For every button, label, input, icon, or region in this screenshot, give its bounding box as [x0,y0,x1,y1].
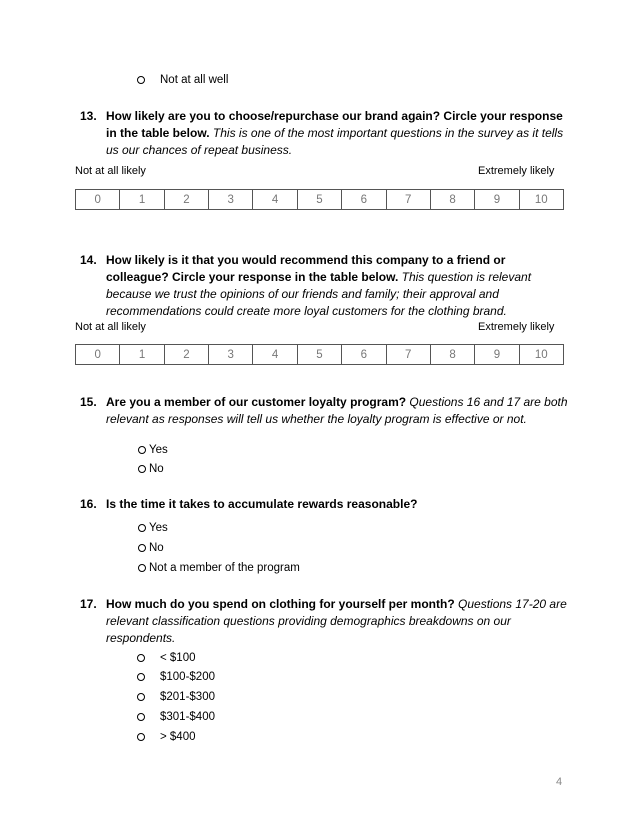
q13-scale-1[interactable]: 1 [120,190,164,210]
radio-not-at-all-well[interactable] [137,76,145,84]
q14-scale-1[interactable]: 1 [120,345,164,365]
question-17-note: Questions 17-20 are relevant classification questions providing demographics breakdowns on our respondents. [106,597,567,645]
question-17-text: How much do you spend on clothing for yourself per month? [106,597,455,611]
radio-q17-under-100[interactable] [137,654,145,662]
q13-scale-7[interactable]: 7 [386,190,430,210]
radio-q16-not-member[interactable] [138,564,146,572]
q14-scale-0[interactable]: 0 [76,345,120,365]
q17-option-100-200: $100-$200 [160,671,215,683]
q13-scale-left-label: Not at all likely [75,165,146,177]
q15-option-no: No [149,463,164,475]
radio-q16-yes[interactable] [138,524,146,532]
q14-scale-2[interactable]: 2 [164,345,208,365]
q13-scale-5[interactable]: 5 [297,190,341,210]
question-15-note: Questions 16 and 17 are both relevant as responses will tell us whether the loyalty program is effective or not. [106,395,568,426]
q14-scale-table [75,344,564,365]
q13-scale-right-label: Extremely likely [478,165,555,177]
question-13-note: This is one of the most important questions in the survey as it tells us our chances of repeat business. [106,126,564,157]
question-13-text: How likely are you to choose/repurchase our brand again? Circle your response in the table below. [106,109,563,140]
radio-q16-no[interactable] [138,544,146,552]
option-label-not-at-all-well: Not at all well [160,74,229,86]
question-14-number: 14. [80,253,97,267]
q14-scale-left-label: Not at all likely [75,321,146,333]
question-17-number: 17. [80,597,97,611]
q14-scale-10[interactable]: 10 [519,345,563,365]
question-14-text: How likely is it that you would recommend this company to a friend or colleague? Circle your response in the table below. [106,253,506,284]
q14-scale-6[interactable]: 6 [342,345,386,365]
q16-option-no: No [149,542,164,554]
radio-q17-100-200[interactable] [137,673,145,681]
question-17 [80,596,570,647]
q14-scale-8[interactable]: 8 [430,345,474,365]
q13-scale-0[interactable]: 0 [76,190,120,210]
q14-scale-9[interactable]: 9 [475,345,519,365]
q14-scale-right-label: Extremely likely [478,321,555,333]
q17-option-301-400: $301-$400 [160,711,215,723]
q15-option-yes: Yes [149,444,168,456]
radio-q17-301-400[interactable] [137,713,145,721]
q13-scale-table [75,189,564,210]
radio-q15-no[interactable] [138,465,146,473]
q13-scale-8[interactable]: 8 [430,190,474,210]
question-15-number: 15. [80,395,97,409]
q13-scale-3[interactable]: 3 [209,190,253,210]
question-15-text: Are you a member of our customer loyalty program? [106,395,407,409]
q17-option-under-100: < $100 [160,652,196,664]
q13-scale-9[interactable]: 9 [475,190,519,210]
question-14-note: This question is relevant because we trust the opinions of our friends and family; their approval and recommendations could create more loyal customers for the clothing brand. [106,270,532,318]
question-16-number: 16. [80,497,97,511]
q17-option-over-400: > $400 [160,731,196,743]
q13-scale-4[interactable]: 4 [253,190,297,210]
page-number: 4 [556,776,563,788]
radio-q17-over-400[interactable] [137,733,145,741]
q14-scale-7[interactable]: 7 [386,345,430,365]
q13-scale-10[interactable]: 10 [519,190,563,210]
q14-scale-3[interactable]: 3 [209,345,253,365]
question-14 [80,252,570,320]
question-15 [80,394,570,428]
question-13-number: 13. [80,109,97,123]
q17-option-201-300: $201-$300 [160,691,215,703]
q13-scale-2[interactable]: 2 [164,190,208,210]
q13-scale-6[interactable]: 6 [342,190,386,210]
q14-scale-5[interactable]: 5 [297,345,341,365]
q16-option-yes: Yes [149,522,168,534]
radio-q15-yes[interactable] [138,446,146,454]
radio-q17-201-300[interactable] [137,693,145,701]
q16-option-not-member: Not a member of the program [149,562,300,574]
question-16 [80,496,570,513]
question-16-text: Is the time it takes to accumulate rewards reasonable? [106,497,418,511]
q14-scale-4[interactable]: 4 [253,345,297,365]
question-13 [80,108,570,159]
